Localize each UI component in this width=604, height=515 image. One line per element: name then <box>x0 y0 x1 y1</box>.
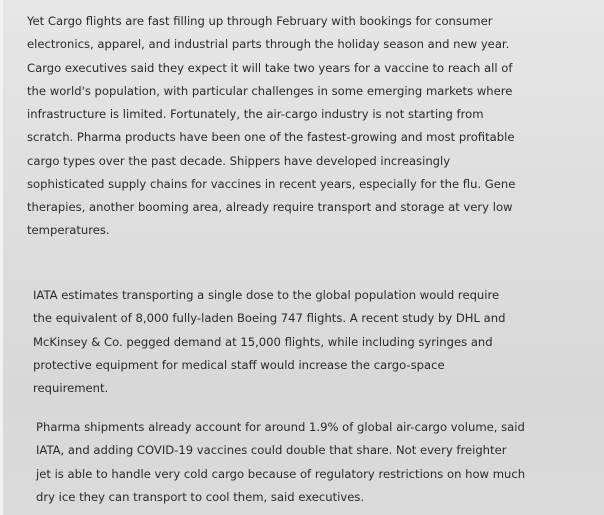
text-line: the world's population, with particular challenges in some emerging markets where <box>27 83 513 98</box>
text-line: electronics, apparel, and industrial parts through the holiday season and new year. <box>27 37 510 52</box>
text-line: protective equipment for medical staff would increase the cargo-space <box>33 357 445 372</box>
paragraph-iata-estimates <box>33 284 505 400</box>
text-line: therapies, another booming area, already require transport and storage at very low <box>27 200 513 214</box>
text-line: IATA, and adding COVID-19 vaccines could double that share. Not every freighter <box>36 443 507 458</box>
text-line: infrastructure is limited. Fortunately, the air-cargo industry is not starting from <box>27 107 484 121</box>
text-line: cargo types over the past decade. Shippers have developed increasingly <box>27 153 451 168</box>
text-line: Cargo executives said they expect it will take two years for a vaccine to reach all of <box>27 60 513 75</box>
text-line: the equivalent of 8,000 fully-laden Boeing 747 flights. A recent study by DHL and <box>33 311 506 326</box>
text-line: scratch. Pharma products have been one of the fastest-growing and most profitable <box>27 130 515 145</box>
text-line: Yet Cargo flights are fast filling up through February with bookings for consumer <box>27 14 493 28</box>
text-line: dry ice they can transport to cool them, said executives. <box>36 489 365 504</box>
text-line: sophisticated supply chains for vaccines in recent years, especially for the flu. Gene <box>27 176 516 191</box>
text-line: Pharma shipments already account for around 1.9% of global air-cargo volume, said <box>36 420 525 434</box>
text-line: jet is able to handle very cold cargo because of regulatory restrictions on how much <box>36 466 526 481</box>
paragraph-pharma-shipments <box>36 416 525 509</box>
text-line: IATA estimates transporting a single dose to the global population would require <box>33 288 500 302</box>
page-edge <box>0 0 3 515</box>
paragraph-cargo-flights <box>27 10 515 243</box>
text-line: temperatures. <box>27 223 110 238</box>
text-line: McKinsey & Co. pegged demand at 15,000 flights, while including syringes and <box>33 334 493 349</box>
text-line: requirement. <box>33 381 109 395</box>
